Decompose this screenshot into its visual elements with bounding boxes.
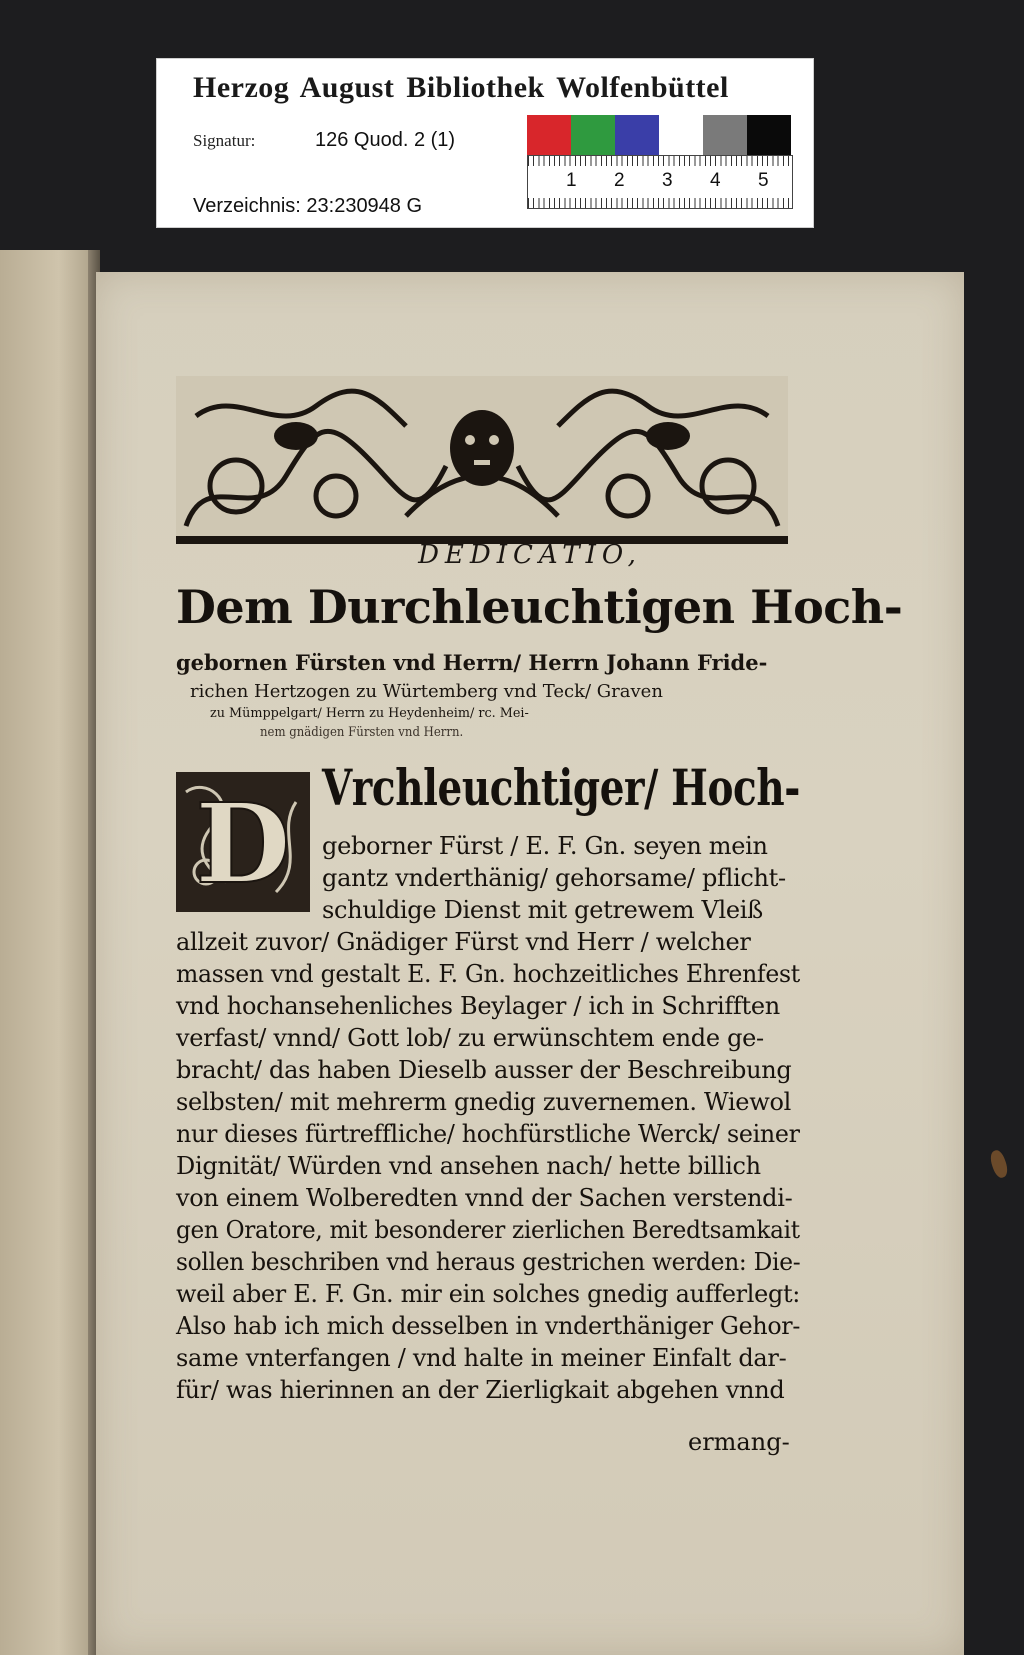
text-line: weil aber E. F. Gn. mir ein solches gnedig aufferlegt: bbox=[176, 1280, 801, 1308]
catchword: ermang- bbox=[688, 1428, 790, 1456]
text-line: selbsten/ mit mehrerm gnedig zuvernemen. Wiewol bbox=[176, 1088, 791, 1116]
swatch-blue bbox=[615, 115, 659, 155]
decorated-initial-d bbox=[176, 772, 310, 912]
swatch-white bbox=[659, 115, 703, 155]
text-line: von einem Wolberedten vnnd der Sachen verstendi- bbox=[176, 1184, 793, 1212]
address-line: zu Mümppelgart/ Herrn zu Heydenheim/ rc. Mei- bbox=[210, 706, 529, 721]
swatch-red bbox=[527, 115, 571, 155]
library-label bbox=[156, 58, 814, 228]
signatur-key: Signatur: bbox=[193, 131, 256, 150]
ruler-number: 3 bbox=[662, 170, 673, 191]
ruler-ticks-bottom bbox=[528, 198, 792, 208]
text-line: gen Oratore, mit besonderer zierlichen Beredtsamkait bbox=[176, 1216, 800, 1244]
library-name: Herzog August Bibliothek Wolfenbüttel bbox=[193, 71, 729, 104]
swatch-green bbox=[571, 115, 615, 155]
scale-ruler bbox=[527, 155, 793, 209]
swatch-black bbox=[747, 115, 791, 155]
text-line: geborner Fürst / E. F. Gn. seyen mein bbox=[322, 832, 768, 860]
ruler-ticks-top bbox=[528, 156, 792, 166]
ink-stain bbox=[988, 1148, 1011, 1179]
text-line: gantz vnderthänig/ gehorsame/ pflicht- bbox=[322, 864, 786, 892]
text-line: schuldige Dienst mit getrewem Vleiß bbox=[322, 896, 763, 924]
text-line: bracht/ das haben Dieselb ausser der Beschreibung bbox=[176, 1056, 792, 1084]
address-line: richen Hertzogen zu Würtemberg vnd Teck/ Graven bbox=[190, 681, 663, 702]
address-line: nem gnädigen Fürsten vnd Herrn. bbox=[260, 725, 464, 740]
ruler-number: 1 bbox=[566, 170, 577, 191]
ornamental-headpiece bbox=[176, 376, 788, 544]
text-line: verfast/ vnnd/ Gott lob/ zu erwünschtem ende ge- bbox=[176, 1024, 764, 1052]
text-line: vnd hochansehenliches Beylager / ich in Schrifften bbox=[176, 992, 780, 1020]
text-line: nur dieses fürtreffliche/ hochfürstliche Werck/ seiner bbox=[176, 1120, 800, 1148]
ruler-number: 5 bbox=[758, 170, 769, 191]
left-facing-page bbox=[0, 250, 98, 1655]
text-line: massen vnd gestalt E. F. Gn. hochzeitliches Ehrenfest bbox=[176, 960, 800, 988]
ruler-number: 2 bbox=[614, 170, 625, 191]
text-line: sollen beschriben vnd heraus gestrichen werden: Die- bbox=[176, 1248, 801, 1276]
dedicatio-title: DEDICATIO, bbox=[418, 540, 642, 570]
verzeichnis-text: Verzeichnis: 23:230948 G bbox=[193, 195, 423, 217]
text-line: allzeit zuvor/ Gnädiger Fürst vnd Herr / welcher bbox=[176, 928, 751, 956]
opening-line: Vrchleuchtiger/ Hoch- bbox=[322, 758, 801, 817]
text-line: same vnterfangen / vnd halte in meiner Einfalt dar- bbox=[176, 1344, 787, 1372]
address-line: gebornen Fürsten vnd Herrn/ Herrn Johann Fride- bbox=[176, 650, 768, 675]
ruler-number: 4 bbox=[710, 170, 721, 191]
dedication-heading: Dem Durchleuchtigen Hoch- bbox=[176, 580, 903, 634]
signatur-value: 126 Quod. 2 (1) bbox=[315, 129, 456, 151]
text-line: für/ was hierinnen an der Zierligkait abgehen vnnd bbox=[176, 1376, 785, 1404]
text-line: Also hab ich mich desselben in vnderthäniger Gehor- bbox=[176, 1312, 801, 1340]
text-line: Dignität/ Würden vnd ansehen nach/ hette billich bbox=[176, 1152, 761, 1180]
swatch-gray bbox=[703, 115, 747, 155]
svg-text:D: D bbox=[195, 779, 291, 908]
